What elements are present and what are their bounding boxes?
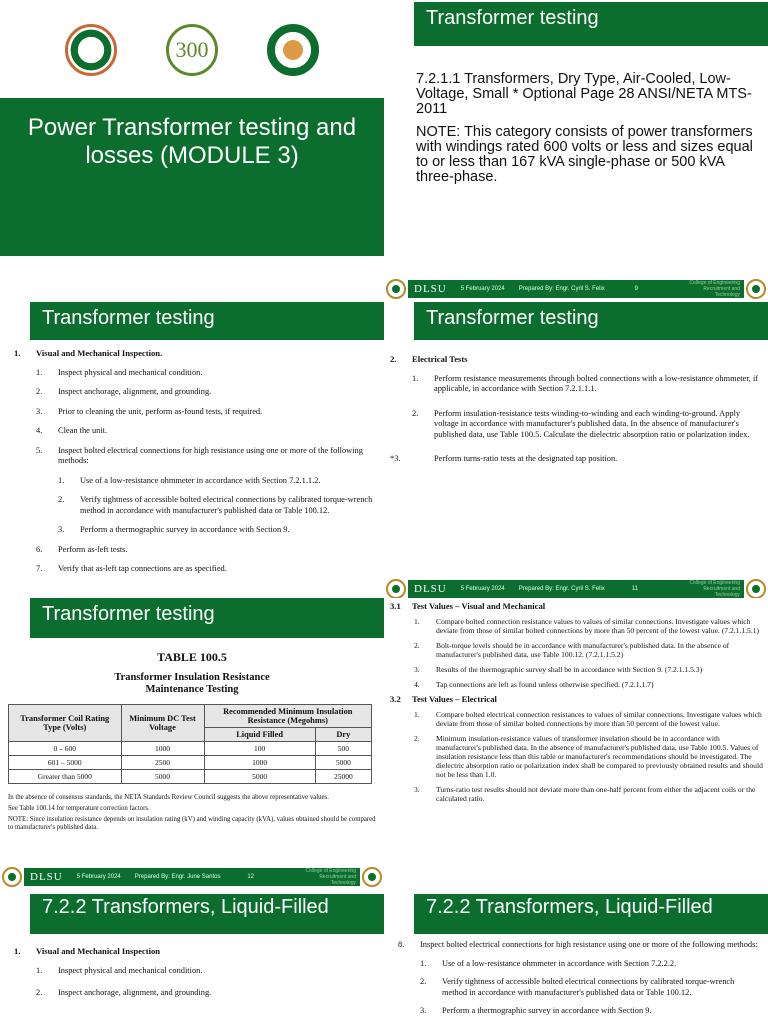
table-row <box>9 770 372 784</box>
list-item <box>412 409 762 441</box>
footer-author: Prepared By: Engr. Cyril S. Felix <box>518 586 605 592</box>
list-item <box>36 966 374 977</box>
item-number: *3. <box>390 454 401 463</box>
heading-text: Visual and Mechanical Inspection <box>36 946 161 956</box>
heading-number: 1. <box>14 348 21 358</box>
table-notes <box>8 794 376 835</box>
slide-liquid-filled-connections <box>384 888 768 1024</box>
section-heading <box>14 348 374 359</box>
heading-text: Electrical Tests <box>412 354 468 364</box>
sub-list-item <box>58 495 374 516</box>
item-number: 2. <box>414 641 420 650</box>
list-item <box>36 988 374 999</box>
item-number: 7. <box>36 564 43 573</box>
heading-number: 3.1 <box>390 601 401 611</box>
item-text: Use of a low-resistance ohmmeter in accordance with Section 7.2.1.1.2. <box>80 475 321 485</box>
item-text: Verify tightness of accessible bolted electrical connections by calibrated torque-wrench method in accordance with manufacturer's published data or Table 100.12. <box>442 977 735 997</box>
table-cell: 1000 <box>204 756 315 770</box>
table-subtitle-line: Transformer Insulation Resistance <box>114 672 270 683</box>
footer-band <box>408 580 744 598</box>
footer-page-number: 12 <box>247 874 254 880</box>
item-number: 5. <box>36 445 43 455</box>
item-number: 1. <box>58 475 65 485</box>
table-row <box>9 742 372 756</box>
table-cell: 100 <box>204 742 315 756</box>
table-cell: 1000 <box>121 742 204 756</box>
list-item <box>412 374 762 395</box>
slide-title-bar: Transformer testing <box>414 2 768 46</box>
item-number: 3. <box>36 406 43 416</box>
table-title: TABLE 100.5 <box>157 650 227 664</box>
item-text: Inspect bolted electrical connections for high resistance using one or more of the following methods: <box>58 445 363 465</box>
section-heading <box>390 354 762 365</box>
slide-title-bar: 7.2.2 Transformers, Liquid-Filled <box>30 894 384 934</box>
item-text: Inspect bolted electrical connections for high resistance using one or more of the following methods: <box>420 940 758 949</box>
slide-title-bar: 7.2.2 Transformers, Liquid-Filled <box>414 894 768 934</box>
footer-brand: DLSU <box>30 871 63 883</box>
table-note: In the absence of consensus standards, the NETA Standards Review Council suggests the above representative values. <box>8 794 329 801</box>
seal-icon <box>362 867 382 887</box>
item-text: Use of a low-resistance ohmmeter in accordance with Section 7.2.2.2. <box>442 958 677 968</box>
item-text: Inspect anchorage, alignment, and grounding. <box>58 387 212 396</box>
item-text: Perform insulation-resistance tests winding-to-winding and each winding-to-ground. Apply voltage in accordance with manufacturer's published data. In the absence of manufacturer's published data, use Table 100.5. Calculate the dielectric absorption ratio or polarization index. <box>434 408 750 439</box>
slide-electrical-tests <box>384 300 768 600</box>
item-text: Inspect physical and mechanical condition. <box>58 965 203 975</box>
item-number: 2. <box>420 977 427 986</box>
table-note: NOTE: Since insulation resistance depends on insulation rating (kV) and winding capacity (kVA), values obtained should be compared to manufacturer's published data. <box>8 816 376 831</box>
item-text: Turns-ratio test results should not deviate more than one-half percent from either the adjacent coils or the calculated ratio. <box>436 785 756 803</box>
footer-band <box>408 280 744 298</box>
heading-number: 2. <box>390 354 397 364</box>
item-number: 1. <box>414 617 420 626</box>
item-text: Prior to cleaning the unit, perform as-found tests, if required. <box>58 406 263 416</box>
sub-list-item <box>58 525 374 536</box>
footer-college: College of Engineering Recruitment and Technology <box>689 280 740 298</box>
slide-title-bar: Transformer testing <box>414 302 768 340</box>
item-text: Perform a thermographic survey in accordance with Section 9. <box>80 525 290 534</box>
footer-date: 5 February 2024 <box>460 286 505 292</box>
list-item <box>414 665 764 674</box>
table-cell: 500 <box>315 742 371 756</box>
table-cell: 5000 <box>315 756 371 770</box>
slide-insulation-table <box>0 598 384 888</box>
footer-brand: DLSU <box>414 283 447 295</box>
item-number: 2. <box>58 495 65 504</box>
item-text: Results of the thermographic survey shall be in accordance with Section 9. (7.2.1.1.5.3) <box>436 665 703 674</box>
list-item <box>36 387 374 398</box>
item-number: 3. <box>420 1006 427 1015</box>
item-number: 1. <box>420 958 427 968</box>
seal-icon <box>386 279 406 299</box>
list-item <box>414 680 764 689</box>
slide-test-values <box>384 598 768 888</box>
table-cell: 25000 <box>315 770 371 784</box>
insulation-resistance-table <box>8 704 372 784</box>
footer-page-number: 9 <box>634 286 638 292</box>
item-text: Perform turns-ratio tests at the designated tap position. <box>434 454 618 463</box>
document-text <box>14 946 374 1008</box>
item-number: 1. <box>412 373 419 383</box>
column-header: Transformer Coil Rating Type (Volts) <box>9 705 122 742</box>
list-item <box>36 426 374 437</box>
list-item <box>36 564 374 575</box>
section-reference: 7.2.1.1 Transformers, Dry Type, Air-Cooled, Low-Voltage, Small * Optional Page 28 ANSI/NETA MTS-2011 <box>416 71 752 117</box>
footer-college: College of Engineering Recruitment and Technology <box>305 868 356 886</box>
column-header: Liquid Filled <box>204 728 315 742</box>
300-anniversary-icon: 300 <box>166 24 218 76</box>
category-note: NOTE: This category consists of power transformers with windings rated 600 volts or less and sizes equal to or less than 167 kVA single-phase or 500 kVA three-phase. <box>416 124 753 185</box>
item-number: 4. <box>36 426 43 435</box>
table-cell: 5000 <box>204 770 315 784</box>
item-number: 1. <box>36 367 43 377</box>
list-item <box>36 407 374 418</box>
item-text: Compare bolted connection resistance values to values of similar connections. Investigate values which deviate from those of similar bolted connections by more than 50 percent of the lowest value. (7.2.1.1.5.1) <box>436 617 760 635</box>
document-text <box>390 354 762 474</box>
college-seal-icon <box>267 24 319 76</box>
item-number: 6. <box>36 544 43 554</box>
item-number: 1. <box>36 965 43 975</box>
sub-list-item <box>58 476 374 487</box>
list-item <box>398 940 758 951</box>
item-text: Verify tightness of accessible bolted electrical connections by calibrated torque-wrench method in accordance with manufacturer's published data or Table 100.12. <box>80 495 373 515</box>
table-row <box>9 756 372 770</box>
seal-icon <box>2 867 22 887</box>
list-item <box>414 785 764 803</box>
table-cell: Greater than 5000 <box>9 770 122 784</box>
footer-date: 5 February 2024 <box>76 874 121 880</box>
list-item <box>414 734 764 779</box>
item-number: 2. <box>36 988 43 997</box>
footer-brand: DLSU <box>414 583 447 595</box>
table-cell: 601 – 5000 <box>9 756 122 770</box>
footer-college: College of Engineering Recruitment and Technology <box>689 580 740 598</box>
item-number: 2. <box>414 734 420 743</box>
sub-list-item <box>420 1006 758 1017</box>
slide-title-bar: Transformer testing <box>30 598 384 638</box>
footer-date: 5 February 2024 <box>460 586 505 592</box>
seal-icon <box>746 579 766 599</box>
list-item <box>414 641 764 659</box>
document-text <box>398 940 758 1024</box>
section-heading <box>390 602 764 611</box>
list-item <box>390 454 762 465</box>
sub-list-item <box>420 959 758 970</box>
seal-icon <box>746 279 766 299</box>
slide-title <box>0 0 384 300</box>
column-header: Recommended Minimum Insulation Resistance (Megohms) <box>204 705 372 728</box>
table-cell: 0 – 600 <box>9 742 122 756</box>
column-header: Minimum DC Test Voltage <box>121 705 204 742</box>
sub-list-item <box>420 977 758 998</box>
table-cell: 5000 <box>121 770 204 784</box>
slide-footer <box>0 866 384 888</box>
table-subtitle-line: Maintenance Testing <box>145 684 239 695</box>
item-text: Perform resistance measurements through bolted connections with a low-resistance ohmmeter, if applicable, in accordance with Section 7.2.1.1.1. <box>434 373 759 393</box>
slide-liquid-filled-inspection <box>0 888 384 1024</box>
slide-intro <box>384 0 768 300</box>
column-header: Dry <box>315 728 371 742</box>
list-item <box>414 710 764 728</box>
seal-icon <box>386 579 406 599</box>
item-number: 1. <box>414 710 420 719</box>
footer-author: Prepared By: Engr. June Santos <box>134 874 221 880</box>
item-number: 3. <box>414 785 420 794</box>
item-text: Inspect anchorage, alignment, and grounding. <box>58 988 212 997</box>
slide-footer <box>384 278 768 300</box>
section-heading <box>14 946 374 957</box>
item-text: Verify that as-left tap connections are as specified. <box>58 564 227 573</box>
item-text: Perform as-left tests. <box>58 544 128 554</box>
footer-band <box>24 868 360 886</box>
table-cell: 2500 <box>121 756 204 770</box>
heading-text: Visual and Mechanical Inspection. <box>36 348 163 358</box>
heading-number: 1. <box>14 946 21 956</box>
item-number: 4. <box>414 680 420 689</box>
slide-footer <box>384 578 768 600</box>
item-number: 8. <box>398 940 405 949</box>
list-item <box>36 545 374 556</box>
item-text: Clean the unit. <box>58 426 108 435</box>
item-text: Inspect physical and mechanical condition. <box>58 367 203 377</box>
item-number: 3. <box>58 525 65 534</box>
item-text: Perform a thermographic survey in accordance with Section 9. <box>442 1006 652 1015</box>
footer-author: Prepared By: Engr. Cyril S. Felix <box>518 286 605 292</box>
module-title: Power Transformer testing and losses (MODULE 3) <box>0 98 384 256</box>
logo-row <box>0 24 384 76</box>
footer-page-number: 11 <box>631 586 638 592</box>
table-subtitle <box>0 672 384 696</box>
section-heading <box>390 695 764 704</box>
item-text: Compare bolted electrical connection resistances to values of similar connections. Investigate values which deviate from those of similar bolted connections by more than 50 percent of the lowest value. <box>436 710 762 728</box>
heading-text: Test Values – Visual and Mechanical <box>412 601 546 611</box>
slide-visual-inspection <box>0 300 384 600</box>
item-text: Tap connections are left as found unless otherwise specified. (7.2.1.1.7) <box>436 680 654 689</box>
document-text <box>14 348 374 584</box>
list-item <box>36 368 374 379</box>
item-text: Minimum insulation-resistance values of transformer insulation should be in accordance with manufacturer's published data. In the absence of manufacturer's published data, use Table 100.5. Values of insulation resistance less than this table or manufacturer's recommendations should be investigated. The dielectric absorption ratio or polarization index shall be compared to previously obtained results and should not be less than 1.0. <box>436 734 763 779</box>
slide-title-bar: Transformer testing <box>30 302 384 340</box>
document-text <box>390 602 764 809</box>
list-item <box>36 446 374 467</box>
slide-body <box>416 72 756 193</box>
university-seal-icon <box>65 24 117 76</box>
heading-text: Test Values – Electrical <box>412 694 497 704</box>
item-number: 2. <box>36 387 43 396</box>
item-text: Bolt-torque levels should be in accordance with manufacturer's published data. In the absence of manufacturer's published data, use Table 100.12. (7.2.1.1.5.2) <box>436 641 730 659</box>
list-item <box>414 617 764 635</box>
item-number: 2. <box>412 408 419 418</box>
table-note: See Table 100.14 for temperature correction factors. <box>8 805 150 812</box>
heading-number: 3.2 <box>390 694 401 704</box>
item-number: 3. <box>414 665 420 674</box>
